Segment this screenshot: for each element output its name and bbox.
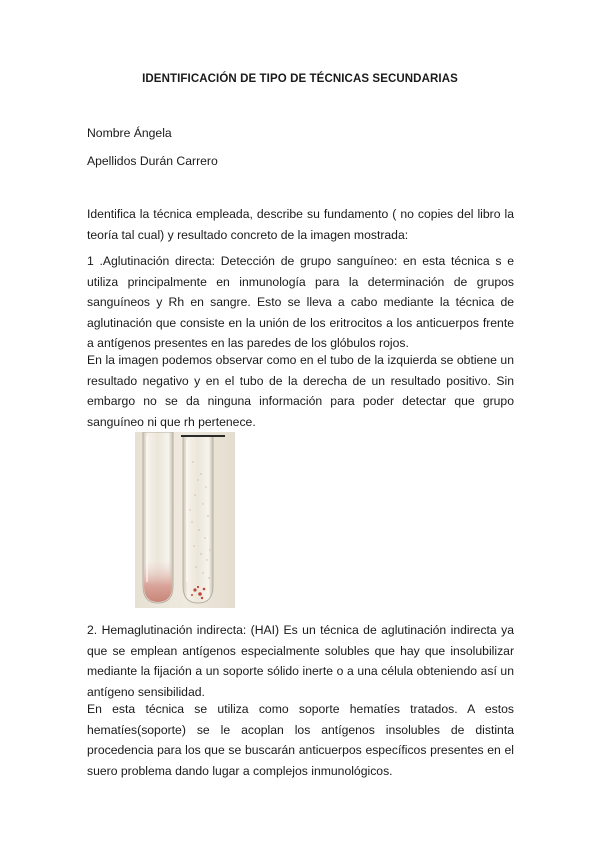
instructions-paragraph: Identifica la técnica empleada, describe su fundamento ( no copies del libro la teoría tal cual) y resultado concreto de la imagen mostrada: [87, 207, 514, 242]
section1-description: 1 .Aglutinación directa: Detección de grupo sanguíneo: en esta técnica s e utiliza principalmente en inmunología para la determinación de grupos sanguíneos y Rh en sangre. Esto se lleva a cabo mediante la técnica de aglutinación que consiste en la unión de los eritrocitos a los anticuerpos frente a antígenos presentes en las paredes de los glóbulos rojos. [87, 254, 514, 350]
section1-result: En la imagen podemos observar como en el tubo de la izquierda se obtiene un resultado negativo y en el tubo de la derecha de un resultado positivo. Sin embargo no se da ninguna información para poder detectar que grupo sanguíneo ni que rh pertenece. [87, 353, 514, 429]
section2-description: 2. Hemaglutinación indirecta: (HAI) Es un técnica de aglutinación indirecta ya que se emplean antígenos especialmente solubles que hay que insolubilizar mediante la fijación a un soporte sólido inerte o a una célula obteniendo así un antígeno sensibilidad. [87, 623, 514, 699]
agglutination-tubes-image [135, 432, 235, 608]
left-test-tube [143, 432, 173, 603]
name-line: Nombre Ángela [87, 126, 172, 140]
document-title: IDENTIFICACIÓN DE TIPO DE TÉCNICAS SECUNDARIAS [142, 73, 458, 85]
section2-support: En esta técnica se utiliza como soporte hematíes tratados. A estos hematíes(soporte) se le acoplan los antígenos insolubles de distinta procedencia para los que se buscarán anticuerpos específicos presentes en el suero problema dando lugar a complejos inmunológicos. [87, 702, 514, 778]
surname-line: Apellidos Durán Carrero [87, 154, 218, 168]
